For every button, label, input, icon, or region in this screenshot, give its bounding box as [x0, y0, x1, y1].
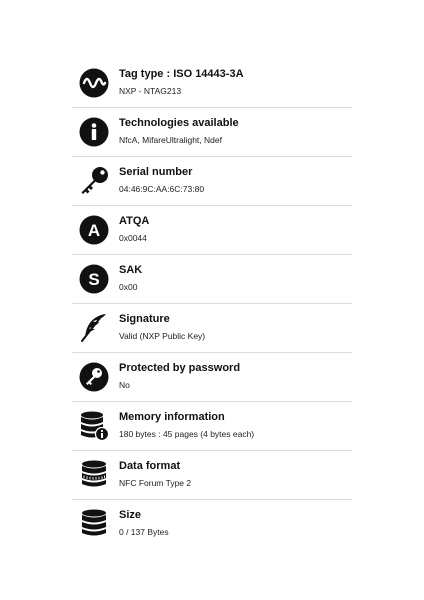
item-value: 04:46:9C:AA:6C:73:80	[119, 184, 205, 194]
key-icon	[78, 165, 110, 197]
letter-s-icon	[78, 263, 110, 295]
database-stack-icon	[78, 508, 110, 540]
database-info-icon	[78, 410, 110, 442]
item-value: 0x00	[119, 282, 138, 292]
item-title: Signature	[119, 313, 170, 325]
item-title: Memory information	[119, 411, 225, 423]
item-value: NFC Forum Type 2	[119, 478, 192, 488]
list-item-atqa[interactable]	[72, 206, 352, 255]
item-value: 180 bytes : 45 pages (4 bytes each)	[119, 429, 255, 439]
info-icon	[78, 116, 110, 148]
item-value: No	[119, 380, 130, 390]
item-value: NXP - NTAG213	[119, 86, 182, 96]
item-value: Valid (NXP Public Key)	[119, 331, 206, 341]
database-icon	[78, 459, 110, 491]
list-item-sak[interactable]	[72, 255, 352, 304]
key-circle-icon	[78, 361, 110, 393]
svg-text:A: A	[87, 221, 101, 240]
item-title: ATQA	[119, 215, 150, 227]
feather-icon	[78, 312, 110, 344]
item-value: 0x0044	[119, 233, 147, 243]
list-item-memory-information[interactable]	[72, 402, 352, 451]
list-item-serial-number[interactable]	[72, 157, 352, 206]
list-item-data-format[interactable]	[72, 451, 352, 500]
nfc-wave-icon	[78, 67, 110, 99]
item-title: Tag type : ISO 14443-3A	[119, 68, 244, 80]
item-title: Technologies available	[119, 117, 239, 129]
tag-info-list	[72, 59, 352, 548]
item-title: Protected by password	[119, 362, 241, 374]
letter-a-icon	[78, 214, 110, 246]
item-title: Size	[119, 509, 142, 521]
list-item-size[interactable]	[72, 500, 352, 548]
item-title: SAK	[119, 264, 143, 276]
item-title: Serial number	[119, 166, 193, 178]
list-item-technologies[interactable]	[72, 108, 352, 157]
svg-text:S: S	[88, 270, 100, 289]
item-value: NfcA, MifareUltralight, Ndef	[119, 135, 222, 145]
list-item-password[interactable]	[72, 353, 352, 402]
item-title: Data format	[119, 460, 181, 472]
list-item-tag-type[interactable]	[72, 59, 352, 108]
item-value: 0 / 137 Bytes	[119, 527, 169, 537]
list-item-signature[interactable]	[72, 304, 352, 353]
